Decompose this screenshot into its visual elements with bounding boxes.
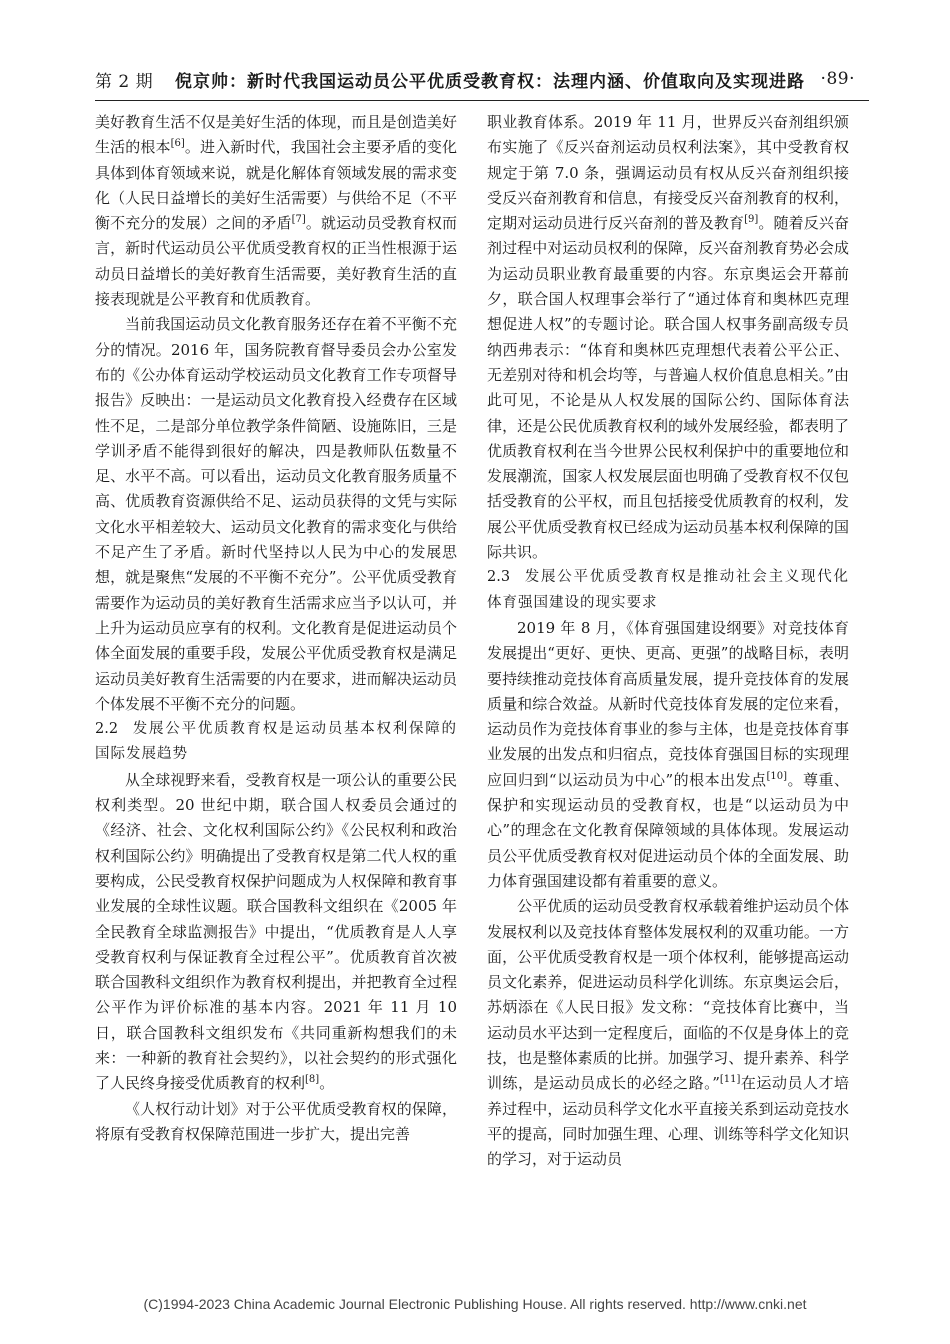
paragraph: 美好教育生活不仅是美好生活的体现，而且是创造美好生活的根本[6]。进入新时代，我国社会主要矛盾的变化具体到体育领域来说，就是化解体育领域发展的需求变化（人民日益增长的美好生活需要）与供给不足（不平衡不充分的发展）之间的矛盾[7]。就运动员受教育权而言，新时代运动员公平优质受教育权的正当性根源于运动员日益增长的美好教育生活需要，美好教育生活的直接表现就是公平教育和优质教育。 (95, 113, 457, 309)
left-column (95, 110, 457, 1147)
paragraph: 职业教育体系。2019 年 11 月，世界反兴奋剂组织颁布实施了《反兴奋剂运动员权利法案》，其中受教育权规定于第 7.0 条，强调运动员有权从反兴奋剂组织接受反兴奋剂教育和信息，有接受反兴奋剂教育的权利，定期对运动员进行反兴奋剂的普及教育[9]。随着反兴奋剂过程中对运动员权利的保障，反兴奋剂教育势必会成为运动员职业教育最重要的内容。东京奥运会开幕前夕，联合国人权理事会举行了“通过体育和奥林匹克理想促进人权”的专题讨论。联合国人权事务副高级专员纳西弗表示：“体育和奥林匹克理想代表着公平公正、无差别对待和机会均等，与普遍人权价值息息相关。”由此可见，不论是从人权发展的国际公约、国际体育法律，还是公民优质教育权利的域外发展经验，都表明了优质教育权利在当今世界公民权利保护中的重要地位和发展潮流，国家人权发展层面也明确了受教育权不仅包括受教育的公平权，而且包括接受优质教育的权利，发展公平优质受教育权已经成为运动员基本权利保障的国际共识。 (487, 113, 849, 562)
section-heading-2-2: 2.2 发展公平优质教育权是运动员基本权利保障的国际发展趋势 (95, 721, 457, 763)
right-column (487, 110, 849, 1172)
copyright-footer: (C)1994-2023 China Academic Journal Electronic Publishing House. All rights reserved. http://www.cnki.net (143, 1296, 807, 1312)
citation-ref[interactable]: [10] (766, 770, 788, 782)
citation-ref[interactable]: [6] (170, 138, 185, 150)
paragraph: 公平优质的运动员受教育权承载着维护运动员个体发展权利以及竞技体育整体发展权利的双重功能。一方面，公平优质受教育权是一项个体权利，能够提高运动员文化素养，促进运动员科学化训练。东京奥运会后，苏炳添在《人民日报》发文称：“竞技体育比赛中，当运动员水平达到一定程度后，面临的不仅是身体上的竞技，也是整体素质的比拼。加强学习、提升素养、科学训练，是运动员成长的必经之路。”[11]在运动员人才培养过程中，运动员科学文化水平直接关系到运动竞技水平的提高，同时加强生理、心理、训练等科学文化知识的学习，对于运动员 (487, 897, 849, 1169)
page-number: ·89· (820, 69, 855, 89)
paragraph: 从全球视野来看，受教育权是一项公认的重要公民权利类型。20 世纪中期，联合国人权委员会通过的《经济、社会、文化权利国际公约》《公民权利和政治权利国际公约》明确提出了受教育权是第二代人权的重要构成，公民受教育权保护问题成为人权保障和教育事业发展的全球性议题。联合国教科文组织在《2005 年全民教育全球监测报告》中提出，“优质教育是人人享受教育权利与保证教育全过程公平”。优质教育首次被联合国教科文组织作为教育权利提出，并把教育全过程公平作为评价标准的基本内容。2021 年 11 月 10 日，联合国教科文组织发布《共同重新构想我们的未来：一种新的教育社会契约》，以社会契约的形式强化了人民终身接受优质教育的权利[8]。 (95, 770, 457, 1093)
section-heading-2-3: 2.3 发展公平优质受教育权是推动社会主义现代化体育强国建设的现实要求 (487, 569, 849, 611)
citation-ref[interactable]: [11] (719, 1074, 741, 1086)
citation-ref[interactable]: [9] (744, 214, 759, 226)
paragraph: 《人权行动计划》对于公平优质受教育权的保障，将原有受教育权保障范围进一步扩大，提出完善 (95, 1099, 457, 1143)
paragraph: 当前我国运动员文化教育服务还存在着不平衡不充分的情况。2016 年，国务院教育督导委员会办公室发布的《公办体育运动学校运动员文化教育工作专项督导报告》反映出：一是运动员文化教育投入经费存在区域性不足，二是部分单位教学条件简陋、设施陈旧，三是学训矛盾不能得到很好的解决，四是教师队伍数量不足、水平不高。可以看出，运动员文化教育服务质量不高、优质教育资源供给不足、运动员获得的文凭与实际文化水平相差较大、运动员文化教育的需求变化与供给不足产生了矛盾。新时代坚持以人民为中心的发展思想，就是聚焦“发展的不平衡不充分”。公平优质受教育需要作为运动员的美好教育生活需求应当予以认可，并上升为运动员应享有的权利。文化教育是促进运动员个体全面发展的重要手段，发展公平优质受教育权是满足运动员美好教育生活需要的内在要求，进而解决运动员个体发展不平衡不充分的问题。 (95, 315, 457, 713)
running-header (95, 62, 855, 96)
paragraph: 2019 年 8 月，《体育强国建设纲要》对竞技体育发展提出“更好、更快、更高、更强”的战略目标，表明要持续推动竞技体育高质量发展，提升竞技体育的发展质量和综合效益。从新时代竞技体育发展的定位来看，运动员作为竞技体育事业的参与主体，也是竞技体育事业发展的出发点和归宿点，竞技体育强国目标的实现理应回归到“以运动员为中心”的根本出发点[10]。尊重、保护和实现运动员的受教育权，也是“以运动员为中心”的理念在文化教育保障领域的具体体现。发展运动员公平优质受教育权对促进运动员个体的全面发展、助力体育强国建设都有着重要的意义。 (487, 618, 849, 890)
citation-ref[interactable]: [7] (291, 214, 306, 226)
citation-ref[interactable]: [8] (305, 1074, 320, 1086)
issue-number: 第 2 期 (95, 71, 154, 92)
running-title: 倪京帅：新时代我国运动员公平优质受教育权：法理内涵、价值取向及实现进路 (175, 71, 805, 92)
header-rule (95, 100, 869, 101)
